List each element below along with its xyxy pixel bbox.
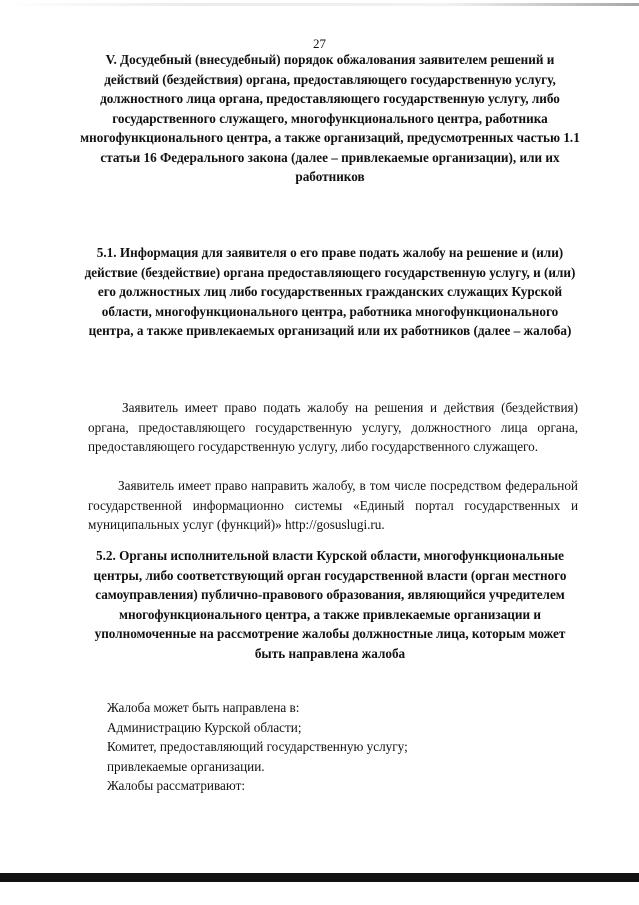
scan-edge-shadow bbox=[0, 3, 639, 6]
page-number: 27 bbox=[313, 36, 326, 51]
section-5-2-list bbox=[107, 698, 577, 796]
list-item: Жалобы рассматривают: bbox=[107, 778, 246, 793]
section-5-2-heading: 5.2. Органы исполнительной власти Курской области, многофункциональные центры, либо соответствующий орган государственной власти (орган местного самоуправления) публично-правового образования, являющийся учредителем многофункционального центра, а также привлекаемые организации и уполномоченные на рассмотрение жалобы должностные лица, которым может быть направлена жалоба bbox=[93, 548, 567, 661]
section-5-1-paragraph-1: Заявитель имеет право подать жалобу на решения и действия (бездействия) органа, предоставляющего государственную услугу, должностного лица органа, предоставляющего государственную услугу, либо государственного служащего. bbox=[88, 400, 578, 454]
list-item: Администрацию Курской области; bbox=[107, 719, 302, 735]
scan-bottom-edge bbox=[0, 873, 639, 882]
section-v-heading: V. Досудебный (внесудебный) порядок обжалования заявителем решений и действий (бездействия) органа, предоставляющего государственную услугу, должностного лица органа, предоставляющего государственную услугу, либо государственного служащего, многофункционального центра, работника многофункционального центра, а также организаций, предусмотренных частью 1.1 статьи 16 Федерального закона (далее – привлекаемые организации), или их работников bbox=[80, 52, 580, 184]
section-5-1-paragraph-2: Заявитель имеет право направить жалобу, в том числе посредством федеральной государственной информационно системы «Единый портал государственных и муниципальных услуг (функций)» http://gosuslugi.ru. bbox=[88, 478, 578, 532]
list-item: привлекаемые организации. bbox=[107, 758, 265, 774]
list-item: Комитет, предоставляющий государственную услугу; bbox=[107, 739, 408, 754]
section-5-1-heading: 5.1. Информация для заявителя о его праве подать жалобу на решение и (или) действие (бездействие) органа предоставляющего государственную услугу, и (или) его должностных лиц либо государственных гражданских служащих Курской области, многофункционального центра, работника многофункционального центра, а также привлекаемых организаций или их работников (далее – жалоба) bbox=[84, 245, 576, 338]
list-item: Жалоба может быть направлена в: bbox=[107, 700, 300, 715]
